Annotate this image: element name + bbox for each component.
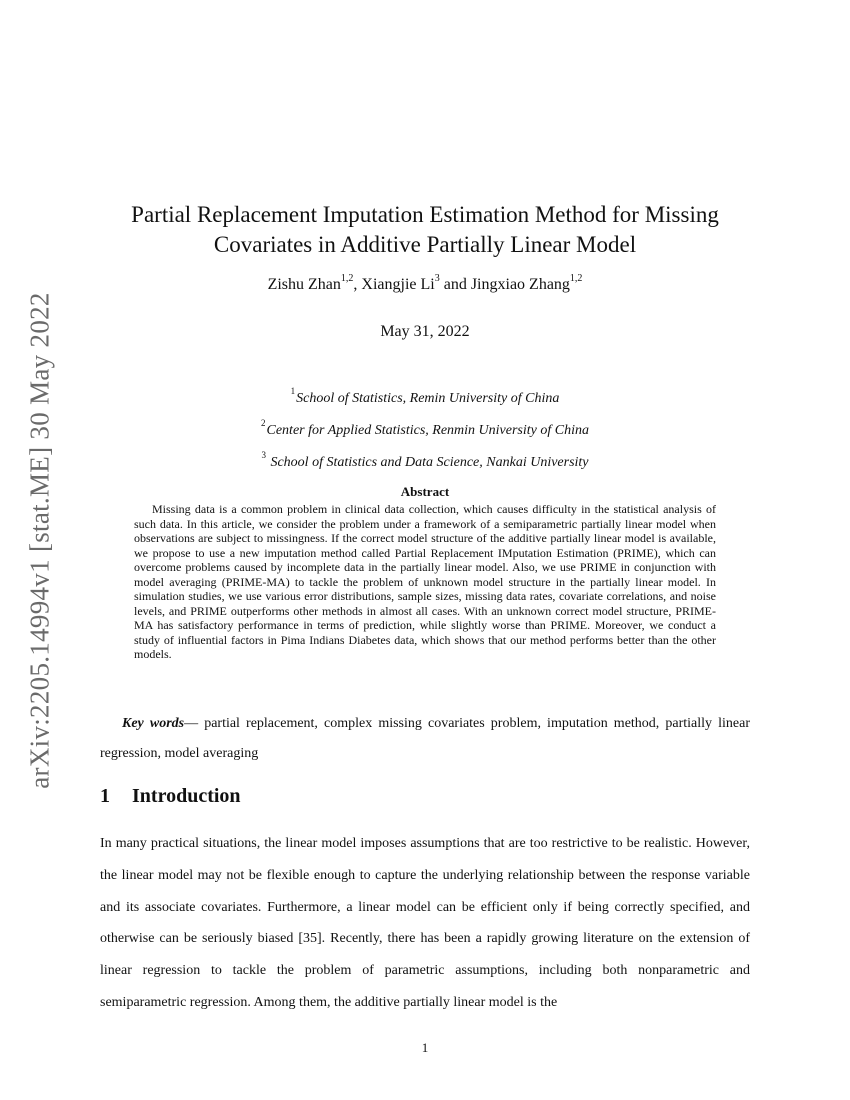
- section-number: 1: [100, 785, 110, 807]
- affiliation-text: School of Statistics and Data Science, Nankai University: [270, 455, 589, 470]
- paper-title: [100, 200, 750, 260]
- keywords-block: [100, 709, 750, 769]
- section-heading-introduction: [100, 783, 241, 809]
- affiliation-3: [100, 450, 750, 473]
- author-name: Xiangjie Li: [361, 276, 435, 293]
- affiliation-text: Center for Applied Statistics, Renmin University of China: [266, 423, 589, 438]
- keywords-text: partial replacement, complex missing covariates problem, imputation method, partially linear regression, model averaging: [100, 716, 750, 761]
- abstract-heading: Abstract: [400, 484, 450, 499]
- author-separator: ,: [353, 276, 362, 293]
- author-affiliation-marker: 3: [434, 272, 440, 284]
- arxiv-identifier-text: arXiv:2205.14994v1 [stat.ME] 30 May 2022: [24, 291, 55, 789]
- author-name: Zishu Zhan: [267, 276, 341, 293]
- paper-title-line-1: Partial Replacement Imputation Estimation Method for Missing: [131, 202, 719, 227]
- page-number: 1: [421, 1040, 429, 1055]
- publication-date: May 31, 2022: [380, 323, 470, 340]
- paper-title-line-2: Covariates in Additive Partially Linear Model: [213, 232, 637, 257]
- arxiv-identifier-stamp: [22, 280, 58, 800]
- affiliation-marker: 2: [261, 418, 266, 429]
- affiliation-1: [100, 386, 750, 409]
- affiliation-2: [100, 418, 750, 441]
- author-list: [100, 274, 750, 296]
- author-affiliation-marker: 1,2: [340, 272, 354, 284]
- author-name: Jingxiao Zhang: [470, 276, 570, 293]
- keywords-dash: —: [184, 716, 205, 731]
- affiliation-text: School of Statistics, Remin University of China: [296, 391, 560, 406]
- abstract-text: Missing data is a common problem in clinical data collection, which causes difficulty in the statistical analysis of such data. In this article, we consider the problem under a framework of a semiparametric partially linear model when observations are subject to missingness. If the correct model structure of the additive partially linear model is available, we propose to use a new imputation method called Partial Replacement IMputation Estimation (PRIME), which can overcome problems caused by incomplete data in the partially linear model. Also, we use PRIME in conjunction with model averaging (PRIME-MA) to tackle the problem of unknown model structure in the partially linear model. In simulation studies, we use various error distributions, sample sizes, missing data rates, covariate correlations, and noise levels, and PRIME outperforms other methods in almost all cases. With an unknown correct model structure, PRIME-MA has satisfactory performance in terms of prediction, while slightly worse than PRIME. Moreover, we conduct a study of influential factors in Pima Indians Diabetes data, which shows that our method performs better than the other models.: [134, 502, 716, 661]
- introduction-paragraph: In many practical situations, the linear model imposes assumptions that are too restrictive to be realistic. However, the linear model may not be flexible enough to capture the underlying relationship between the response variable and its associate covariates. Furthermore, a linear model can be efficient only if being correctly specified, and otherwise can be seriously biased [35]. Recently, there has been a rapidly growing literature on the extension of linear regression to tackle the problem of parametric assumptions, including both nonparametric and semiparametric regression. Among them, the additive partially linear model is the: [100, 836, 750, 1010]
- section-title: Introduction: [132, 785, 241, 807]
- author-affiliation-marker: 1,2: [569, 272, 583, 284]
- affiliation-marker: 1: [290, 386, 296, 397]
- keywords-label: Key words: [122, 716, 185, 731]
- author-separator: and: [439, 276, 471, 293]
- affiliation-marker: 3: [261, 450, 266, 461]
